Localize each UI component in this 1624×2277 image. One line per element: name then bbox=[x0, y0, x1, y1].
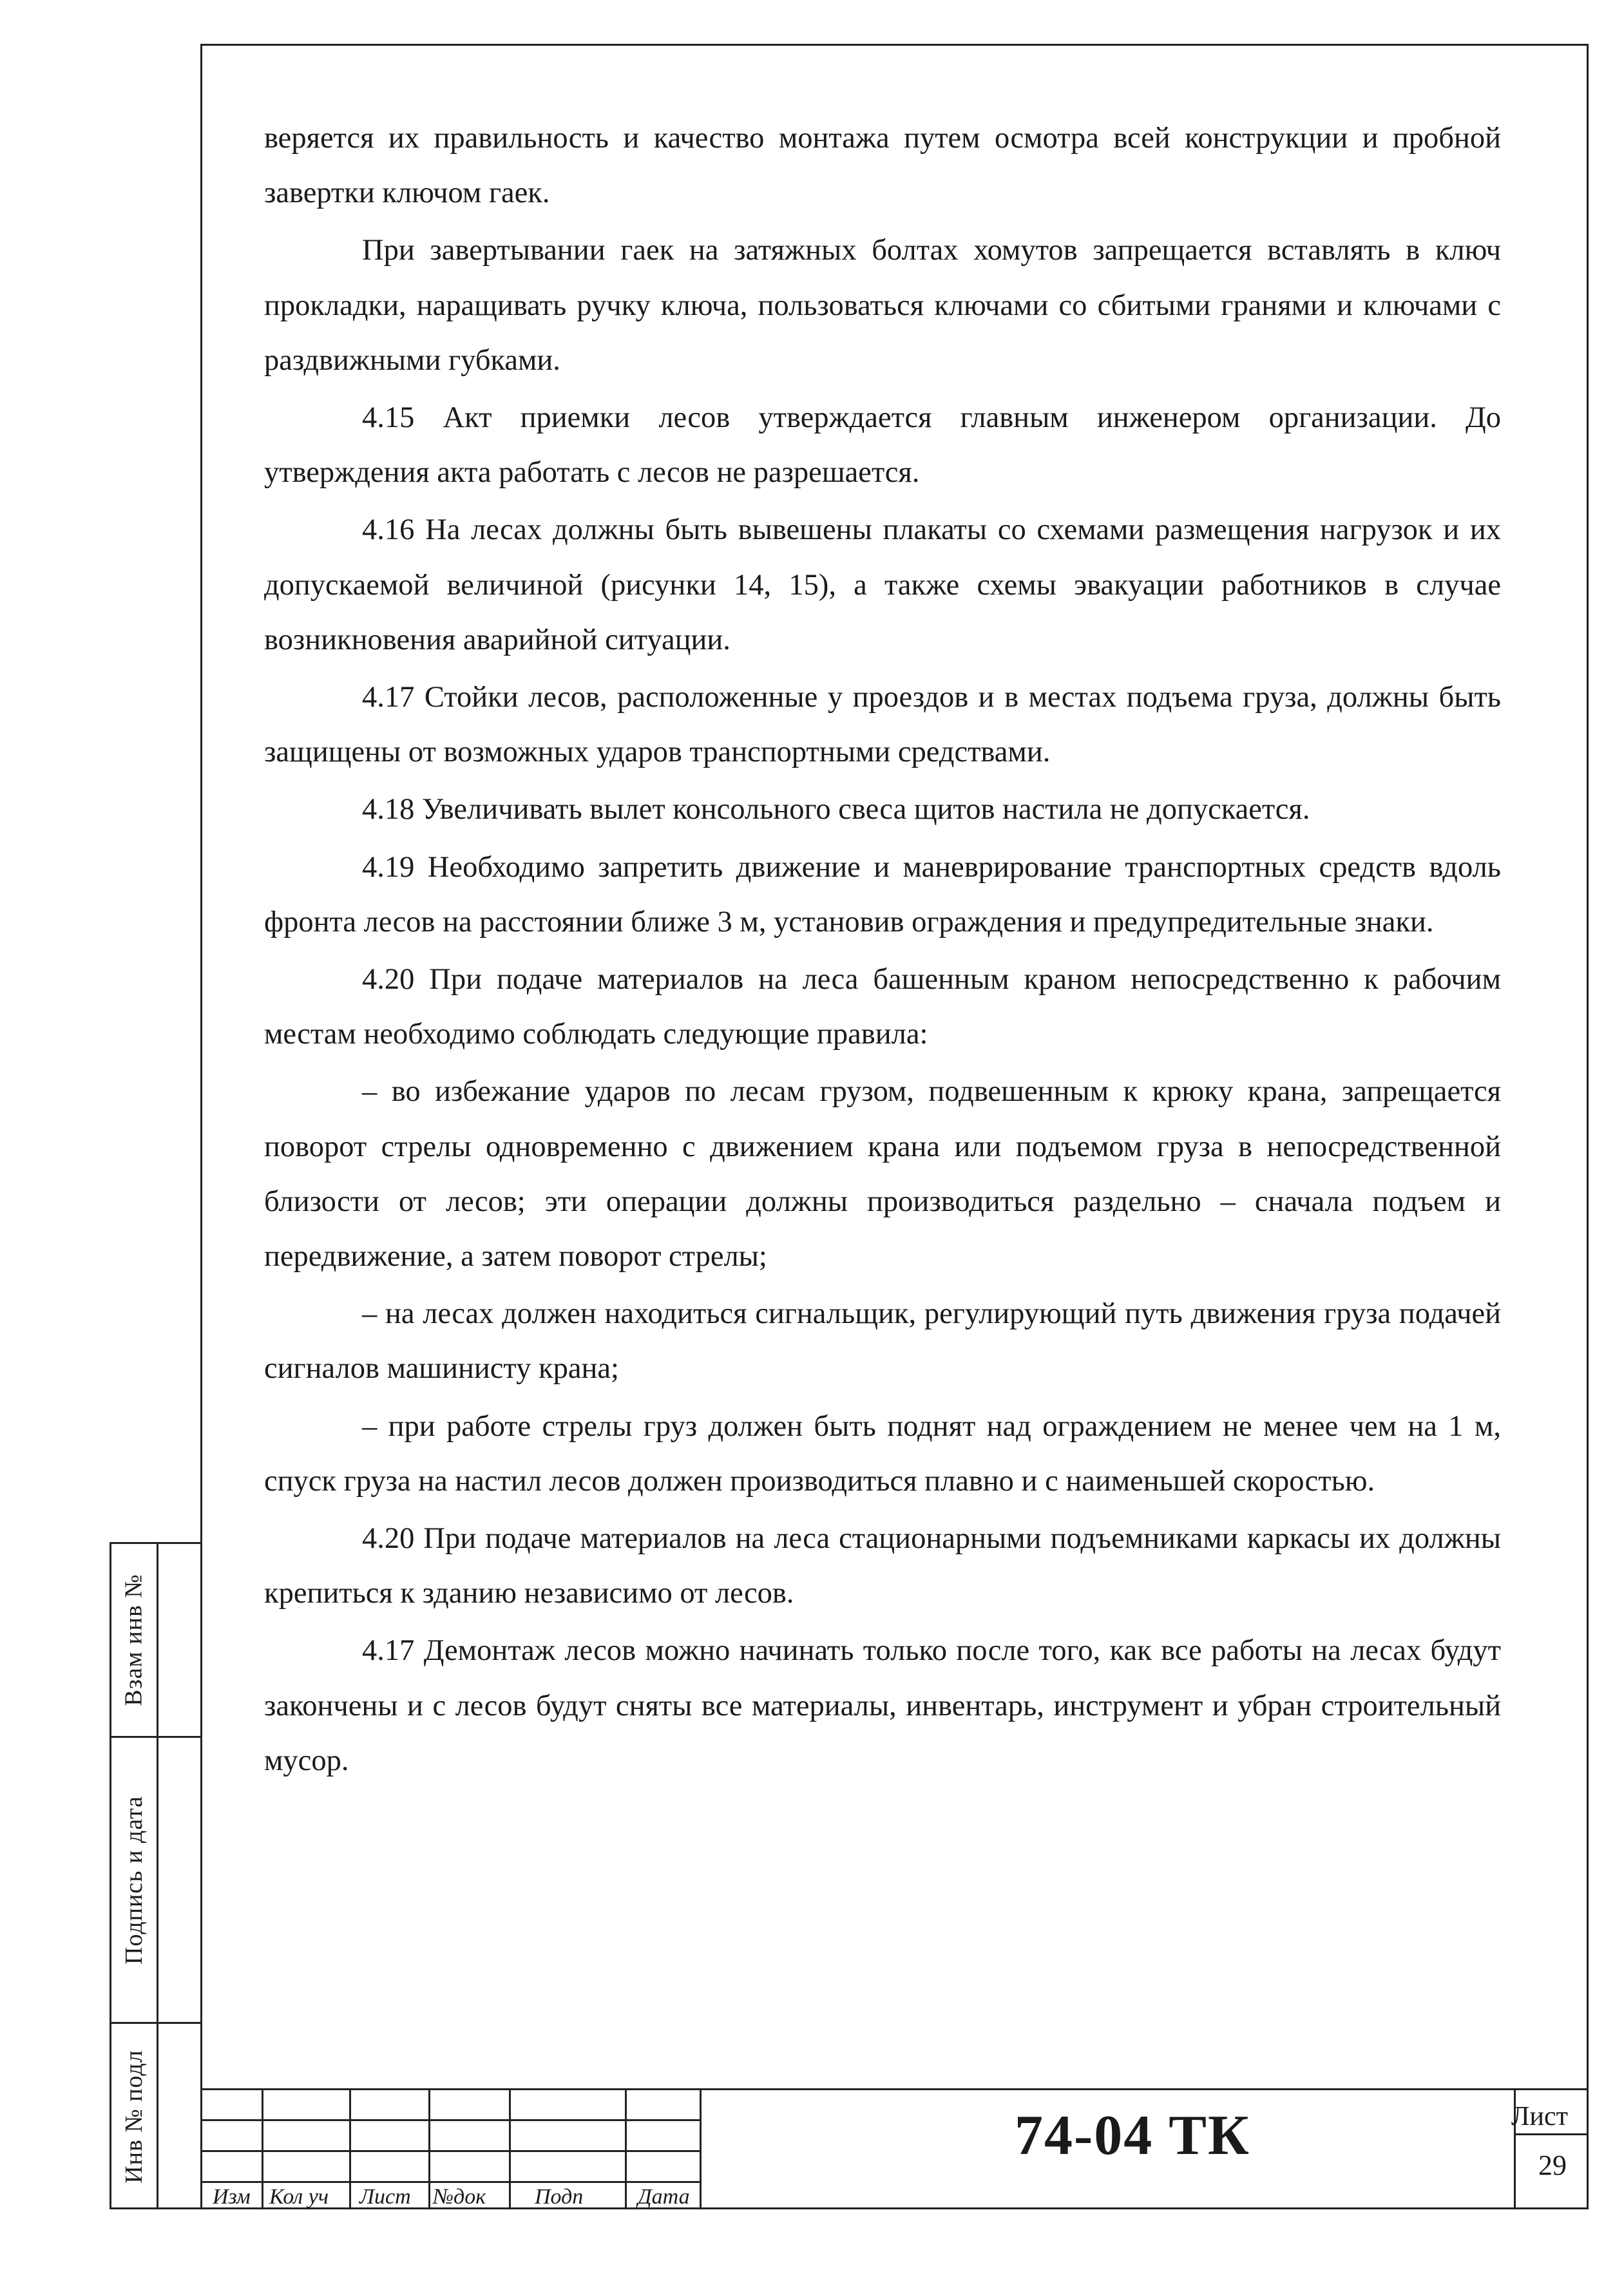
title-block-col-line bbox=[700, 2088, 702, 2209]
paragraph: 4.17 Демонтаж лесов можно начинать только после того, как все работы на лесах будут закончены и с лесов будут сняты все материалы, инвентарь, инструмент и убран строительный мусор. bbox=[264, 1634, 1501, 1777]
title-block-col-line bbox=[262, 2088, 263, 2209]
sheet-label: Лист bbox=[1511, 2102, 1568, 2131]
paragraph: веряется их правильность и качество монтажа путем осмотра всей конструкции и пробной завертки ключом гаек. bbox=[264, 122, 1501, 210]
list-item: – при работе стрелы груз должен быть поднят над ограждением не менее чем на 1 м, спуск груза на настил лесов должен производиться плавно и с наименьшей скоростью. bbox=[264, 1409, 1501, 1498]
title-block-col-line bbox=[509, 2088, 511, 2209]
document-code: 74-04 ТК bbox=[1015, 2104, 1250, 2167]
title-block-data: Дата bbox=[638, 2185, 690, 2209]
document-body bbox=[264, 111, 1501, 1788]
side-stamp-podpis bbox=[113, 1738, 155, 2022]
paragraph: 4.19 Необходимо запретить движение и маневрирование транспортных средств вдоль фронта лесов на расстоянии ближе 3 м, установив ограждения и предупредительные знаки. bbox=[264, 850, 1501, 938]
paragraph: 4.20 При подаче материалов на леса стационарными подъемниками каркасы их должны крепиться к зданию независимо от лесов. bbox=[264, 1522, 1501, 1610]
paragraph: 4.15 Акт приемки лесов утверждается главным инженером организации. До утверждения акта работать с лесов не разрешается. bbox=[264, 401, 1501, 490]
paragraph: 4.17 Стойки лесов, расположенные у проездов и в местах подъема груза, должны быть защищены от возможных ударов транспортными средствами. bbox=[264, 681, 1501, 769]
side-stamp-inv bbox=[113, 2024, 155, 2209]
title-block-col-line bbox=[625, 2088, 627, 2209]
list-item: – на лесах должен находиться сигнальщик, регулирующий путь движения груза подачей сигналов машинисту крана; bbox=[264, 1297, 1501, 1386]
title-block-n-dok: №док bbox=[433, 2185, 486, 2209]
paragraph: 4.20 При подаче материалов на леса башенным краном непосредственно к рабочим местам необходимо соблюдать следующие правила: bbox=[264, 963, 1501, 1051]
side-stamp bbox=[110, 1542, 200, 2209]
side-stamp-inv-label: Инв № подл bbox=[120, 2050, 148, 2184]
side-stamp-podpis-label: Подпись и дата bbox=[120, 1795, 148, 1965]
title-block-top-border bbox=[200, 2088, 1589, 2090]
title-block-izm: Изм bbox=[213, 2185, 251, 2209]
sheet-number: 29 bbox=[1538, 2149, 1567, 2181]
title-block-list: Лист bbox=[359, 2185, 411, 2209]
title-block-podp: Подп bbox=[535, 2185, 584, 2209]
side-stamp-divider bbox=[157, 1544, 158, 2207]
title-block-col-line bbox=[349, 2088, 351, 2209]
title-block-col-line bbox=[428, 2088, 430, 2209]
title-block-sheet-divider bbox=[1514, 2133, 1589, 2135]
title-block-kol-uch: Кол уч bbox=[269, 2185, 329, 2209]
side-stamp-vzam-label: Взам инв № bbox=[120, 1574, 148, 1706]
paragraph: 4.16 На лесах должны быть вывешены плакаты со схемами размещения нагрузок и их допускаемой величиной (рисунки 14, 15), а также схемы эвакуации работников в случае возникновения аварийной ситуации. bbox=[264, 513, 1501, 656]
paragraph: 4.18 Увеличивать вылет консольного свеса щитов настила не допускается. bbox=[362, 793, 1310, 826]
side-stamp-vzam bbox=[113, 1544, 155, 1736]
paragraph: При завертывании гаек на затяжных болтах хомутов запрещается вставлять в ключ прокладки, наращивать ручку ключа, пользоваться ключами со сбитыми гранями и ключами с раздвижными губками. bbox=[264, 234, 1501, 377]
list-item: – во избежание ударов по лесам грузом, подвешенным к крюку крана, запрещается поворот стрелы одновременно с движением крана или подъемом груза в непосредственной близости от лесов; эти операции должны производиться раздельно – сначала подъем и передвижение, а затем поворот стрелы; bbox=[264, 1075, 1501, 1273]
